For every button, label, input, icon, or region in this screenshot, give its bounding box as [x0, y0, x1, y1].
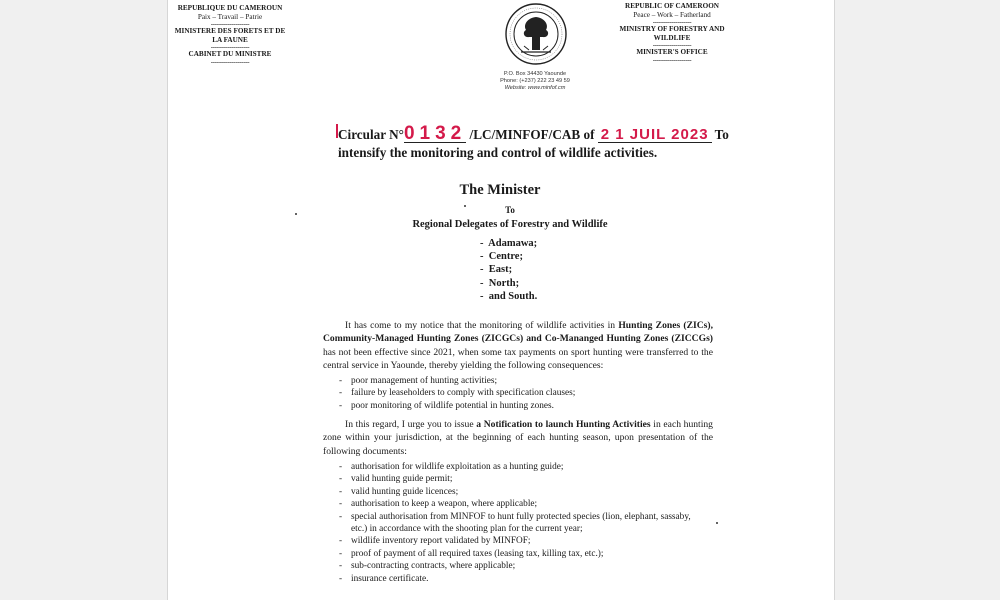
motto-en: Peace – Work – Fatherland	[633, 10, 711, 19]
list-item: - insurance certificate.	[339, 573, 709, 585]
region-item: - and South.	[480, 290, 537, 303]
to-label: To	[505, 205, 515, 215]
list-item: - sub-contracting contracts, where applicable;	[339, 560, 709, 572]
circular-date-stamp: 2 1 JUIL 2023	[598, 127, 712, 143]
divider-dots: -------------------	[652, 18, 692, 27]
region-item: - Centre;	[480, 250, 537, 263]
circular-title	[338, 123, 758, 162]
sender-title: The Minister	[459, 182, 541, 198]
list-item: - valid hunting guide permit;	[339, 473, 709, 485]
circular-prefix: Circular N°	[338, 127, 404, 142]
p2-text-1: In this regard, I urge you to issue	[345, 419, 477, 430]
list-item: - special authorisation from MINFOF to hunt fully protected species (lion, elephant, sassaby, etc.) in accordance with the shooting plan for the current year;	[339, 511, 709, 536]
regions-list	[480, 237, 537, 303]
documents-list	[339, 461, 709, 585]
motto-fr: Paix – Travail – Patrie	[197, 12, 263, 21]
list-item: - poor monitoring of wildlife potential in hunting zones.	[339, 400, 699, 412]
circular-to: To	[714, 127, 729, 142]
divider-dots: -------------------	[652, 41, 692, 50]
list-item: - wildlife inventory report validated by MINFOF;	[339, 535, 709, 547]
country-name-en: REPUBLIC OF CAMEROON	[625, 2, 719, 10]
header-right-english	[610, 2, 734, 63]
circular-number-stamp: 0132	[403, 123, 467, 144]
scan-speck	[464, 205, 466, 207]
p1-text-1: It has come to my notice that the monitoring of wildlife activities in	[345, 320, 619, 331]
p1-text-2: has not been effective since 2021, when some tax payments on sport hunting were transferred to the central service in Yaounde, thereby yielding the following consequences:	[323, 346, 713, 372]
office-name-fr: CABINET DU MINISTRE	[188, 50, 272, 59]
list-item: - authorisation for wildlife exploitation as a hunting guide;	[339, 461, 709, 473]
website: Website: www.minfof.cm	[504, 85, 566, 91]
p2-text-2: in each hunting zone within your jurisdiction, at the beginning of each hunting season, upon presentation of the following documents:	[323, 419, 713, 457]
list-item: - proof of payment of all required taxes (leasing tax, killing tax, etc.);	[339, 548, 709, 560]
p1-bold-zones: Hunting Zones (ZICs), Community-Managed Hunting Zones (ZICGCs) and Co-Mananged Hunting Zones (ZICCGs)	[323, 320, 714, 345]
ministry-address	[470, 71, 600, 92]
ministry-name-en: MINISTRY OF FORESTRY AND WILDLIFE	[619, 25, 725, 42]
region-item: - Adamawa;	[480, 237, 537, 250]
circular-subject: intensify the monitoring and control of wildlife activities.	[338, 145, 658, 160]
ministry-seal-icon	[505, 3, 567, 65]
region-item: - East;	[480, 263, 537, 276]
scan-speck	[716, 522, 718, 524]
po-box: P.O. Box 34430 Yaounde	[503, 71, 567, 77]
list-item: - valid hunting guide licences;	[339, 486, 709, 498]
paragraph-notice	[323, 319, 713, 373]
phone: Phone: (+237) 222 23 49 59	[500, 78, 570, 84]
consequences-list	[339, 375, 699, 412]
recipients: Regional Delegates of Forestry and Wildlife	[412, 219, 608, 230]
p2-bold-notification: a Notification to launch Hunting Activities	[476, 419, 651, 430]
divider-dots: -------------------	[210, 43, 250, 52]
list-item: - authorisation to keep a weapon, where applicable;	[339, 498, 709, 510]
paragraph-request	[323, 418, 713, 458]
circular-ref: /LC/MINFOF/CAB of	[469, 127, 595, 142]
list-item: - failure by leaseholders to comply with specification clauses;	[339, 387, 699, 399]
country-name-fr: REPUBLIQUE DU CAMEROUN	[177, 4, 283, 12]
region-item: - North;	[480, 277, 537, 290]
list-item: - poor management of hunting activities;	[339, 375, 699, 387]
divider-dots: -------------------	[652, 55, 692, 64]
scan-speck	[295, 213, 297, 215]
ministry-name-fr: MINISTERE DES FORETS ET DE LA FAUNE	[174, 27, 286, 44]
divider-dots: -------------------	[210, 20, 250, 29]
divider-dots: -------------------	[210, 57, 250, 66]
office-name-en: MINISTER'S OFFICE	[636, 48, 708, 57]
header-left-french	[170, 4, 290, 65]
